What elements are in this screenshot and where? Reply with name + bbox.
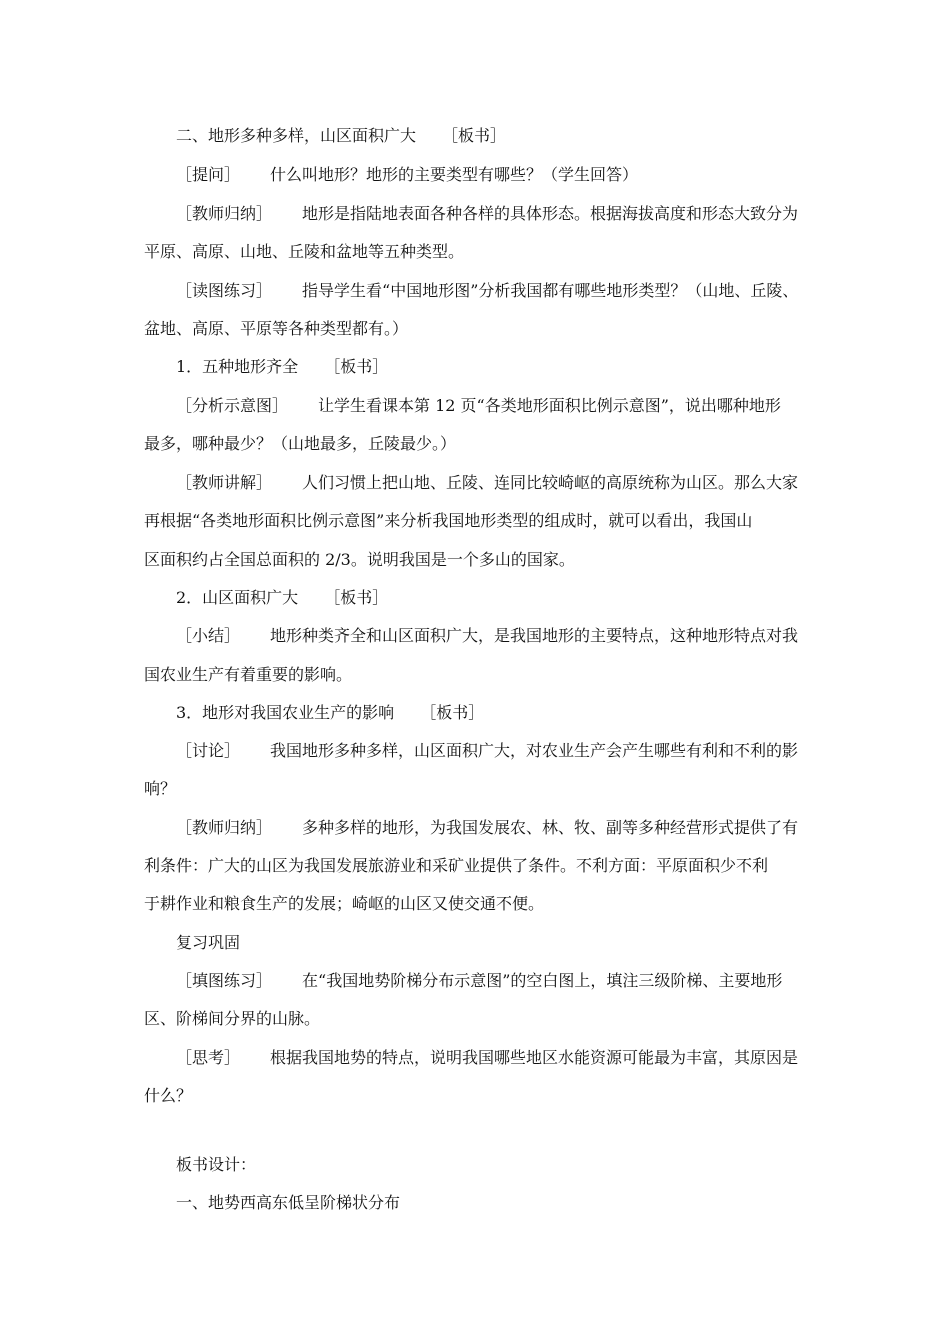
paragraph-line: 利条件：广大的山区为我国发展旅游业和采矿业提供了条件。不利方面：平原面积少不利: [144, 856, 769, 875]
paragraph-discussion: ［讨论］ 我国地形多种多样，山区面积广大，对农业生产会产生哪些有利和不利的影: [176, 741, 799, 760]
paragraph-diagram-analysis: ［分析示意图］ 让学生看课本第 12 页“各类地形面积比例示意图”，说出哪种地形: [176, 396, 781, 415]
paragraph-map-reading: ［读图练习］ 指导学生看“中国地形图”分析我国都有哪些地形类型？（山地、丘陵、: [176, 281, 799, 300]
paragraph-line: 平原、高原、山地、丘陵和盆地等五种类型。: [144, 242, 465, 261]
paragraph-line: 盆地、高原、平原等各种类型都有。）: [144, 319, 409, 338]
board-design-item-1: 一、地势西高东低呈阶梯状分布: [176, 1193, 401, 1212]
paragraph-line: 于耕作业和粮食生产的发展；崎岖的山区又使交通不便。: [144, 894, 545, 913]
subheading-1: 1．五种地形齐全 ［板书］: [176, 357, 389, 376]
board-design-heading: 板书设计：: [176, 1155, 257, 1174]
section-review: 复习巩固: [176, 933, 241, 952]
paragraph-fill-map: ［填图练习］ 在“我国地势阶梯分布示意图”的空白图上，填注三级阶梯、主要地形: [176, 971, 783, 990]
paragraph-teacher-summary-2: ［教师归纳］ 多种多样的地形，为我国发展农、林、牧、副等多种经营形式提供了有: [176, 818, 799, 837]
paragraph-line: 区、阶梯间分界的山脉。: [144, 1009, 321, 1028]
paragraph-line: 最多，哪种最少？（山地最多，丘陵最少。）: [144, 434, 457, 453]
section-heading-2: 二、地形多种多样，山区面积广大 ［板书］: [176, 126, 507, 145]
paragraph-line: 再根据“各类地形面积比例示意图”来分析我国地形类型的组成时，就可以看出，我国山: [144, 511, 753, 530]
subheading-2: 2．山区面积广大 ［板书］: [176, 588, 389, 607]
paragraph-teacher-summary-1: ［教师归纳］ 地形是指陆地表面各种各样的具体形态。根据海拔高度和形态大致分为: [176, 204, 799, 223]
subheading-3: 3．地形对我国农业生产的影响 ［板书］: [176, 703, 485, 722]
paragraph-think: ［思考］ 根据我国地势的特点，说明我国哪些地区水能资源可能最为丰富，其原因是: [176, 1048, 799, 1067]
paragraph-line: 响？: [144, 779, 177, 798]
paragraph-line: 什么？: [144, 1086, 193, 1105]
paragraph-question: ［提问］ 什么叫地形？地形的主要类型有哪些？（学生回答）: [176, 165, 639, 184]
paragraph-line: 区面积约占全国总面积的 2/3。说明我国是一个多山的国家。: [144, 550, 575, 569]
paragraph-line: 国农业生产有着重要的影响。: [144, 665, 353, 684]
paragraph-teacher-explain: ［教师讲解］ 人们习惯上把山地、丘陵、连同比较崎岖的高原统称为山区。那么大家: [176, 473, 799, 492]
paragraph-summary: ［小结］ 地形种类齐全和山区面积广大，是我国地形的主要特点，这种地形特点对我: [176, 626, 799, 645]
